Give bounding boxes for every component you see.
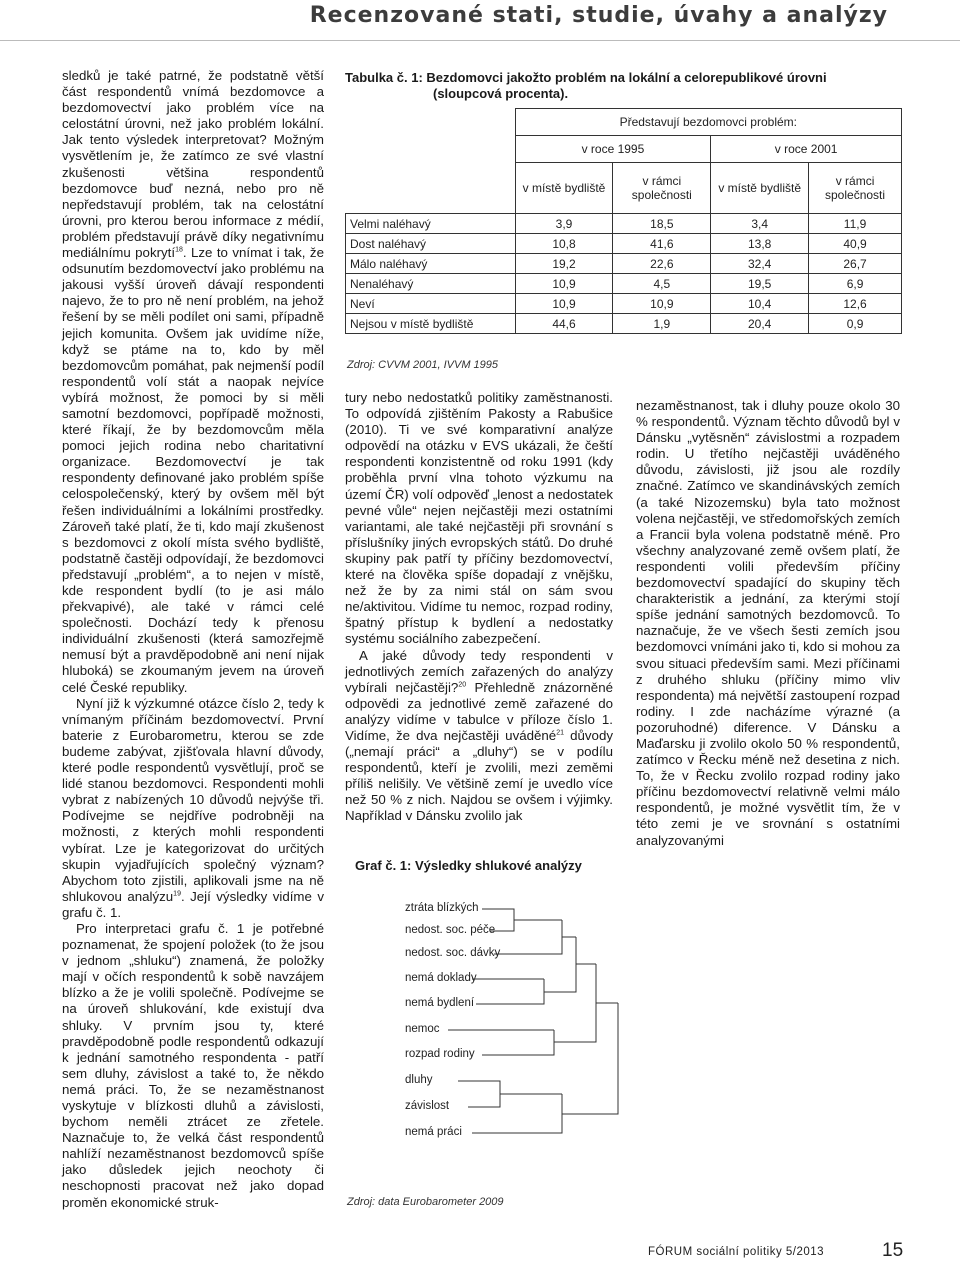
paragraph-text: důvody („nemají práci“ a „dluhy“) se v podílu respondentů, kteří je zvolili, mezi zeměmi příliš nelišily. Ve většině zemí je uvedlo více než 50 % z nich. Najdou se ovšem i výjimky. Například v Dánsku zvolilo jak (345, 727, 613, 824)
paragraph-text: Přehledně znázorněné odpovědi za jednotlivé země zařazené do analýzy vidíme v tabulce v příloze číslo 1. Vidíme, že dva nejčastěji uváděné (345, 679, 613, 743)
table-cell: 13,8 (711, 234, 809, 254)
table-cell: 10,9 (515, 294, 613, 314)
dendrogram-branch (458, 1081, 500, 1107)
table-row (346, 254, 902, 274)
table-col-header: v rámci společnosti (613, 163, 711, 214)
table-cell: 19,5 (711, 274, 809, 294)
journal-name: FÓRUM sociální politiky 5/2013 (648, 1246, 825, 1258)
table-row-label: Nejsou v místě bydliště (346, 314, 516, 334)
table-corner (346, 163, 516, 214)
dendrogram (396, 892, 636, 1154)
dendrogram-label: rozpad rodiny (405, 1048, 475, 1060)
paragraph: tury nebo nedostatků politiky zaměstnanosti. To odpovídá zjištěním Pakosty a Rabušice (2010). Ti ve své komparativní analýze odpovědí na otázku v EVS ukázali, že čeští respondenti konzistentně od roku 1991 (kdy proběhla první vlna tohoto výzkumu na území ČR) volí odpověď „lenost a nedostatek pevné vůle“ nejen nejčastěji mezi ostatními variantami, ale také nejčastěji při srovnání s příslušníky jiných evropských států. Do druhé skupiny pak patří ty příčiny bezdomovectví, které na člověka spíše dopadají z vnějšku, než že by za nimi stál on sám svou ne/aktivitou. Vidíme tu nemoc, rozpad rodiny, špatný přístup k bydlení a nedostatky systému sociálního zabezpečení. (345, 390, 613, 647)
page-number: 15 (882, 1240, 904, 1261)
paragraph: Pro interpretaci grafu č. 1 je potřebné poznamenat, že spojení položek (to že jsou v jednom „shluku“) znamená, že položky mají v očích respondentů k sobě navzájem blízko a že je volili společně. Podívejme se na úroveň shlukování, kde existují dva shluky. V prvním jsou ty, které pravděpodobně podle respondentů odkazují k jednání samotného respondenta - patří sem dluhy, závislost a také to, že někdo nemá práci. To, že se nezaměstnanost vyskytuje v blízkosti dluhů a závislosti, bychom neměli ztrácet ze zřetele. Naznačuje to, že velká část respondentů nahlíží nezaměstnanost bezdomovců spíše jako důsledek jejich neochoty či neschopnosti pracovat než jako dopad proměn ekonomické struk- (62, 920, 324, 1210)
header-bar (0, 0, 960, 41)
table-year-header: v roce 2001 (711, 136, 902, 163)
paragraph (345, 648, 613, 825)
dendrogram-branch (476, 979, 544, 1004)
table-cell: 4,5 (613, 274, 711, 294)
dendrogram-branch (562, 1003, 618, 1114)
data-table (345, 108, 902, 334)
dendrogram-branch (494, 920, 562, 954)
dendrogram-label: nemá práci (405, 1126, 462, 1138)
table-header-row (346, 109, 902, 136)
section-title: Recenzované stati, studie, úvahy a analýzy (309, 3, 888, 28)
table-cell: 41,6 (613, 234, 711, 254)
table-row (346, 294, 902, 314)
table-row-label: Nenaléhavý (346, 274, 516, 294)
paragraph-text: sledků je také patrné, že podstatně větší část respondentů vnímá bezdomovce a bezdomovectví jako problém více na celostátní úrovni, než jako problém lokální. Jak tento výsledek interpretovat? Možným vysvětlením je, že zatímco ze své vlastní zkušenosti většina respondentů bezdomovce buď nezná, nebo pro ně nepředstavují problém, tak na celostátní úrovni, pro kterou berou informace z médií, problém představují právě díky negativnímu mediálnímu pokrytí (62, 68, 324, 261)
paragraph (62, 68, 324, 696)
table-row-label: Velmi naléhavý (346, 214, 516, 234)
paragraph-text: Nyní již k výzkumné otázce číslo 2, tedy k vnímaným příčinám bezdomovectví. První baterie z Eurobarometru, kterou se zde budeme zabývat, zjišťovala hlavní důvody, které podle respondentů vysvětlují, proč se lidé stanou bezdomovci. Respondenti mohli vybrat z nabízených 10 důvodů nejvýše tři. Podívejme se nejdříve podrobněji na možnosti, z kterých mohli respondenti vybírat. Lze je kategorizovat do určitých skupin vyjadřujících společný význam? Abychom toto zjistili, aplikovali jsme na ně shlukovou analýzu (62, 695, 324, 904)
table-col-header: v místě bydliště (515, 163, 613, 214)
dendrogram-lines (396, 892, 636, 1154)
paragraph-text: . Její výsledky vidíme v grafu č. 1. (62, 888, 324, 920)
table-title-line: (sloupcová procenta). (433, 86, 569, 101)
dendrogram-label: nedost. soc. péče (405, 924, 496, 936)
table-cell: 40,9 (809, 234, 902, 254)
table-title-line: Tabulka č. 1: Bezdomovci jakožto problém na lokální a celorepublikové úrovni (345, 70, 827, 85)
table-row-label: Málo naléhavý (346, 254, 516, 274)
dendrogram-label: nemá doklady (405, 972, 477, 984)
dendrogram-label: nedost. soc. dávky (405, 947, 501, 959)
dendrogram-label: ztráta blízkých (405, 902, 479, 914)
table-header-row (346, 136, 902, 163)
table-cell: 3,4 (711, 214, 809, 234)
table-cell: 20,4 (711, 314, 809, 334)
dendrogram-branch (544, 937, 576, 992)
table-cell: 19,2 (515, 254, 613, 274)
table-cell: 10,9 (613, 294, 711, 314)
table-col-header: v rámci společnosti (809, 163, 902, 214)
dendrogram-label: nemá bydlení (405, 997, 475, 1009)
dendrogram-label: dluhy (405, 1074, 433, 1086)
footnote-ref: 18 (175, 246, 183, 254)
paragraph-text: . Lze to vnímat i tak, že odsunutím bezdomovectví jako problému na jakousi vyšší úroveň dávají respondenti najevo, že to pro ně není problém, na jehož řešení by se měli podílet oni sami, případně jejich komunita. Ovšem jak uvidíme níže, když se ptáme na to, kdo by měl bezdomovcům pomáhat, pak nejmenší podíl respondentů volí stát a naopak nejvíce vybírá možnost, že pomoci by si měli samotní bezdomovci, popřípadě možnosti, které říkají, že by bezdomovcům měla pomoci jejich rodina nebo charitativní organizace. Bezdomovectví je tak respondenty definované jako problém spíše celospolečenský, který by ovšem měl být řešen individuálními a lokálními prostředky. Zároveň také platí, že ti, kdo mají zkušenost s bezdomovci z okolí místa svého bydliště, podstatně častěji odpovídají, že bezdomovci představují „problém“, a to nejen v místě, kde respondent bydlí (to je asi málo překvapivé), ale také v rámci celé společnosti. Dochází tedy k přenosu individuální zkušenosti (která samozřejmě nemusí být a pravděpodobně ani není nijak hluboká) se zkoumaným jevem na úroveň celé České republiky. (62, 245, 324, 695)
table-row (346, 234, 902, 254)
dendrogram-branch (482, 909, 514, 931)
table-year-header: v roce 1995 (515, 136, 711, 163)
footnote-ref: 21 (556, 729, 564, 737)
table-row (346, 214, 902, 234)
footnote-ref: 20 (458, 681, 467, 689)
text-column-left (62, 68, 324, 1211)
table-corner (346, 136, 516, 163)
table-cell: 1,9 (613, 314, 711, 334)
dendrogram-branch (482, 1030, 554, 1055)
table-cell: 32,4 (711, 254, 809, 274)
table-cell: 10,9 (515, 274, 613, 294)
table-cell: 18,5 (613, 214, 711, 234)
table-row-label: Dost naléhavý (346, 234, 516, 254)
table-corner (346, 109, 516, 136)
dendrogram-branch (554, 964, 596, 1042)
table-cell: 26,7 (809, 254, 902, 274)
table-cell: 0,9 (809, 314, 902, 334)
paragraph-text: A jaké důvody tedy respondenti v jednotlivých zemích zařazených do analýzy vybírali nejčastěji? (345, 647, 613, 695)
table-row (346, 274, 902, 294)
table-cell: 6,9 (809, 274, 902, 294)
dendrogram-branch (472, 1094, 562, 1133)
text-column-right (636, 398, 900, 849)
graph-title: Graf č. 1: Výsledky shlukové analýzy (355, 858, 582, 873)
table-cell: 11,9 (809, 214, 902, 234)
table-cell: 10,8 (515, 234, 613, 254)
paragraph (62, 696, 324, 921)
table-header-row (346, 163, 902, 214)
table-col-header: v místě bydliště (711, 163, 809, 214)
table-cell: 22,6 (613, 254, 711, 274)
footnote-ref: 19 (173, 890, 181, 898)
table-title (345, 70, 905, 102)
table-cell: 3,9 (515, 214, 613, 234)
table-source: Zdroj: CVVM 2001, IVVM 1995 (347, 359, 499, 371)
text-column-middle (345, 390, 613, 825)
table-cell: 12,6 (809, 294, 902, 314)
dendrogram-label: nemoc (405, 1023, 440, 1035)
paragraph: nezaměstnanost, tak i dluhy pouze okolo 30 % respondentů. Význam těchto důvodů byl v Dánsku „vytěsněn“ závislostmi a rozpadem rodin. U třetího nejčastěji uváděného důvodu, závislosti, již jsou ale rozdíly značné. Zatímco ve skandinávských zemích (a také Nizozemsku) byla tato možnost volena nejčastěji, ve středomořských zemích a Francii byla volena podstatně méně. Pro všechny analyzované země ovšem platí, že respondenti volili především příčiny bezdomovectví spadající do skupiny těch charakteristik a jednání, za kterými stojí spíše jednání samotných bezdomovců. To naznačuje, že ve všech šesti zemích jsou bezdomovci vnímáni jako ti, kdo si mohou za svou situaci především sami. Mezi příčinami z druhého shluku (příčiny mimo vliv respondenta) má největší zastoupení rozpad rodiny. I zde nacházíme výrazné (a pozoruhodné) diference. V Dánsku a Maďarsku ji zvolilo okolo 50 % respondentů, zatímco v Řecku méně než desetina z nich. To, že v Řecku zvolilo rozpad rodiny jako příčinu bezdomovectví relativně velmi málo respondentů, je možné vysvětlit tím, že v této zemi je ve srovnání s ostatními analyzovanými (636, 398, 900, 848)
table-row-label: Neví (346, 294, 516, 314)
table-cell: 44,6 (515, 314, 613, 334)
table-row (346, 314, 902, 334)
graph-source: Zdroj: data Eurobarometer 2009 (347, 1196, 504, 1208)
table-super-header: Představují bezdomovci problém: (515, 109, 901, 136)
table-cell: 10,4 (711, 294, 809, 314)
dendrogram-label: závislost (405, 1100, 450, 1112)
